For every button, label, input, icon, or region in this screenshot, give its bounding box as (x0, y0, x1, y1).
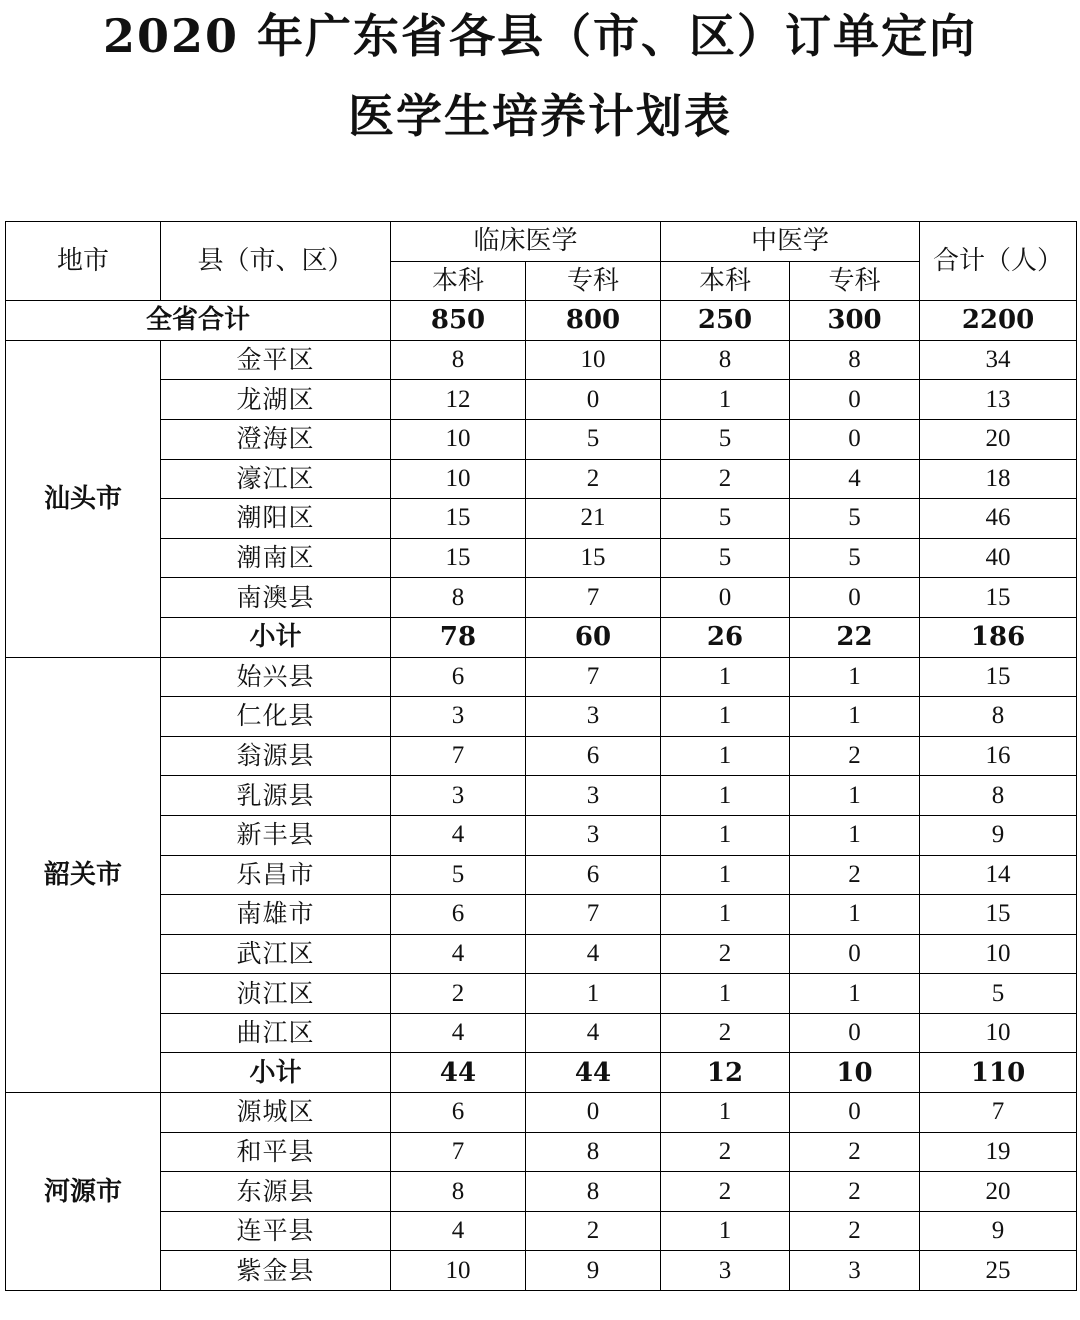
table-row (6, 736, 1077, 776)
value-cell: 7 (526, 578, 661, 618)
value-cell: 46 (920, 499, 1077, 539)
value-cell: 1 (790, 895, 920, 935)
subtotal-value: 10 (790, 1053, 920, 1093)
value-cell: 3 (391, 776, 526, 816)
value-cell: 20 (920, 419, 1077, 459)
county-name: 始兴县 (161, 657, 391, 697)
value-cell: 0 (790, 1013, 920, 1053)
value-cell: 4 (391, 934, 526, 974)
value-cell: 2 (790, 1132, 920, 1172)
value-cell: 5 (920, 974, 1077, 1014)
value-cell: 1 (661, 736, 790, 776)
value-cell: 40 (920, 538, 1077, 578)
value-cell: 6 (526, 736, 661, 776)
city-cell: 汕头市 (6, 340, 161, 657)
value-cell: 7 (526, 895, 661, 935)
province-total-label: 全省合计 (6, 301, 391, 341)
value-cell: 1 (790, 697, 920, 737)
value-cell: 3 (526, 815, 661, 855)
value-cell: 7 (391, 736, 526, 776)
table-row (6, 1211, 1077, 1251)
page-subtitle: 医学生培养计划表 (348, 89, 732, 143)
table-row (6, 1132, 1077, 1172)
county-name: 澄海区 (161, 419, 391, 459)
value-cell: 8 (920, 776, 1077, 816)
value-cell: 1 (790, 974, 920, 1014)
value-cell: 4 (790, 459, 920, 499)
value-cell: 4 (391, 1013, 526, 1053)
subtotal-value: 12 (661, 1053, 790, 1093)
table-row (6, 419, 1077, 459)
value-cell: 15 (920, 578, 1077, 618)
value-cell: 13 (920, 380, 1077, 420)
value-cell: 5 (526, 419, 661, 459)
value-cell: 4 (391, 1211, 526, 1251)
value-cell: 20 (920, 1172, 1077, 1212)
county-name: 紫金县 (161, 1251, 391, 1291)
value-cell: 8 (790, 340, 920, 380)
county-name: 仁化县 (161, 697, 391, 737)
subtotal-value: 26 (661, 617, 790, 657)
value-cell: 6 (391, 895, 526, 935)
value-cell: 3 (790, 1251, 920, 1291)
value-cell: 9 (920, 815, 1077, 855)
value-cell: 8 (920, 697, 1077, 737)
subtotal-label: 小计 (161, 1053, 391, 1093)
value-cell: 10 (920, 1013, 1077, 1053)
province-total-value: 250 (661, 301, 790, 341)
province-total-value: 850 (391, 301, 526, 341)
province-total-value: 2200 (920, 301, 1077, 341)
value-cell: 19 (920, 1132, 1077, 1172)
subtotal-value: 78 (391, 617, 526, 657)
header-city: 地市 (6, 222, 161, 301)
value-cell: 1 (790, 657, 920, 697)
province-total-value: 300 (790, 301, 920, 341)
subtotal-value: 186 (920, 617, 1077, 657)
header-clinical-bachelor: 本科 (391, 261, 526, 301)
header-total: 合计（人） (920, 222, 1077, 301)
value-cell: 9 (920, 1211, 1077, 1251)
value-cell: 1 (661, 815, 790, 855)
county-name: 和平县 (161, 1132, 391, 1172)
value-cell: 15 (920, 657, 1077, 697)
county-name: 濠江区 (161, 459, 391, 499)
value-cell: 2 (661, 934, 790, 974)
subtotal-label: 小计 (161, 617, 391, 657)
table-row (6, 815, 1077, 855)
province-total-row (6, 301, 1077, 341)
table-body (6, 222, 1077, 1291)
county-name: 龙湖区 (161, 380, 391, 420)
value-cell: 1 (661, 974, 790, 1014)
value-cell: 0 (661, 578, 790, 618)
table-row (6, 697, 1077, 737)
county-name: 潮南区 (161, 538, 391, 578)
header-county: 县（市、区） (161, 222, 391, 301)
county-name: 乳源县 (161, 776, 391, 816)
value-cell: 2 (391, 974, 526, 1014)
value-cell: 3 (526, 697, 661, 737)
header-tcm-associate: 专科 (790, 261, 920, 301)
subtotal-row (6, 617, 1077, 657)
plan-table (5, 221, 1077, 1291)
value-cell: 10 (920, 934, 1077, 974)
value-cell: 0 (790, 1093, 920, 1133)
value-cell: 14 (920, 855, 1077, 895)
value-cell: 0 (790, 578, 920, 618)
value-cell: 9 (526, 1251, 661, 1291)
value-cell: 0 (526, 1093, 661, 1133)
value-cell: 8 (526, 1132, 661, 1172)
table-row (6, 776, 1077, 816)
county-name: 曲江区 (161, 1013, 391, 1053)
value-cell: 0 (790, 380, 920, 420)
value-cell: 8 (661, 340, 790, 380)
city-cell: 河源市 (6, 1093, 161, 1291)
county-name: 金平区 (161, 340, 391, 380)
county-name: 新丰县 (161, 815, 391, 855)
table-row (6, 1093, 1077, 1133)
value-cell: 8 (391, 578, 526, 618)
value-cell: 10 (526, 340, 661, 380)
value-cell: 6 (526, 855, 661, 895)
header-tcm-bachelor: 本科 (661, 261, 790, 301)
value-cell: 5 (661, 419, 790, 459)
table-row (6, 578, 1077, 618)
county-name: 南雄市 (161, 895, 391, 935)
value-cell: 6 (391, 1093, 526, 1133)
value-cell: 2 (526, 1211, 661, 1251)
value-cell: 4 (391, 815, 526, 855)
province-total-value: 800 (526, 301, 661, 341)
value-cell: 25 (920, 1251, 1077, 1291)
value-cell: 21 (526, 499, 661, 539)
value-cell: 5 (391, 855, 526, 895)
value-cell: 1 (526, 974, 661, 1014)
value-cell: 2 (790, 1172, 920, 1212)
value-cell: 2 (790, 736, 920, 776)
value-cell: 0 (790, 419, 920, 459)
value-cell: 1 (661, 380, 790, 420)
header-tcm: 中医学 (661, 222, 920, 262)
value-cell: 6 (391, 657, 526, 697)
value-cell: 0 (790, 934, 920, 974)
subtotal-value: 44 (526, 1053, 661, 1093)
value-cell: 2 (661, 1013, 790, 1053)
county-name: 乐昌市 (161, 855, 391, 895)
value-cell: 1 (661, 895, 790, 935)
county-name: 翁源县 (161, 736, 391, 776)
subtotal-value: 44 (391, 1053, 526, 1093)
table-row (6, 974, 1077, 1014)
value-cell: 7 (391, 1132, 526, 1172)
value-cell: 15 (526, 538, 661, 578)
value-cell: 3 (526, 776, 661, 816)
value-cell: 7 (526, 657, 661, 697)
value-cell: 15 (391, 499, 526, 539)
value-cell: 2 (790, 855, 920, 895)
value-cell: 2 (661, 1172, 790, 1212)
value-cell: 4 (526, 1013, 661, 1053)
county-name: 武江区 (161, 934, 391, 974)
value-cell: 2 (661, 1132, 790, 1172)
county-name: 浈江区 (161, 974, 391, 1014)
county-name: 潮阳区 (161, 499, 391, 539)
value-cell: 3 (391, 697, 526, 737)
value-cell: 15 (920, 895, 1077, 935)
value-cell: 5 (790, 499, 920, 539)
table-row (6, 340, 1077, 380)
subtotal-value: 60 (526, 617, 661, 657)
table-row (6, 538, 1077, 578)
table-row (6, 459, 1077, 499)
county-name: 南澳县 (161, 578, 391, 618)
value-cell: 3 (661, 1251, 790, 1291)
table-row (6, 1251, 1077, 1291)
value-cell: 12 (391, 380, 526, 420)
value-cell: 5 (661, 538, 790, 578)
value-cell: 8 (391, 1172, 526, 1212)
county-name: 源城区 (161, 1093, 391, 1133)
value-cell: 1 (790, 776, 920, 816)
subtotal-row (6, 1053, 1077, 1093)
value-cell: 7 (920, 1093, 1077, 1133)
subtotal-value: 110 (920, 1053, 1077, 1093)
value-cell: 1 (661, 776, 790, 816)
value-cell: 5 (790, 538, 920, 578)
table-row (6, 1172, 1077, 1212)
value-cell: 2 (526, 459, 661, 499)
value-cell: 18 (920, 459, 1077, 499)
value-cell: 2 (661, 459, 790, 499)
value-cell: 1 (661, 1093, 790, 1133)
value-cell: 1 (661, 697, 790, 737)
value-cell: 0 (526, 380, 661, 420)
value-cell: 2 (790, 1211, 920, 1251)
value-cell: 8 (526, 1172, 661, 1212)
table-row (6, 499, 1077, 539)
value-cell: 10 (391, 459, 526, 499)
value-cell: 1 (661, 855, 790, 895)
county-name: 东源县 (161, 1172, 391, 1212)
value-cell: 5 (661, 499, 790, 539)
value-cell: 34 (920, 340, 1077, 380)
value-cell: 1 (661, 1211, 790, 1251)
value-cell: 4 (526, 934, 661, 974)
value-cell: 10 (391, 1251, 526, 1291)
table-row (6, 657, 1077, 697)
table-row (6, 895, 1077, 935)
value-cell: 10 (391, 419, 526, 459)
subtotal-value: 22 (790, 617, 920, 657)
value-cell: 1 (790, 815, 920, 855)
table-row (6, 855, 1077, 895)
table-row (6, 1013, 1077, 1053)
city-cell: 韶关市 (6, 657, 161, 1093)
header-row-1 (6, 222, 1077, 262)
header-clinical-associate: 专科 (526, 261, 661, 301)
value-cell: 15 (391, 538, 526, 578)
table-row (6, 934, 1077, 974)
table-row (6, 380, 1077, 420)
value-cell: 16 (920, 736, 1077, 776)
value-cell: 8 (391, 340, 526, 380)
county-name: 连平县 (161, 1211, 391, 1251)
header-clinical: 临床医学 (391, 222, 661, 262)
value-cell: 1 (661, 657, 790, 697)
page-title: 2020 年广东省各县（市、区）订单定向 (102, 9, 978, 63)
